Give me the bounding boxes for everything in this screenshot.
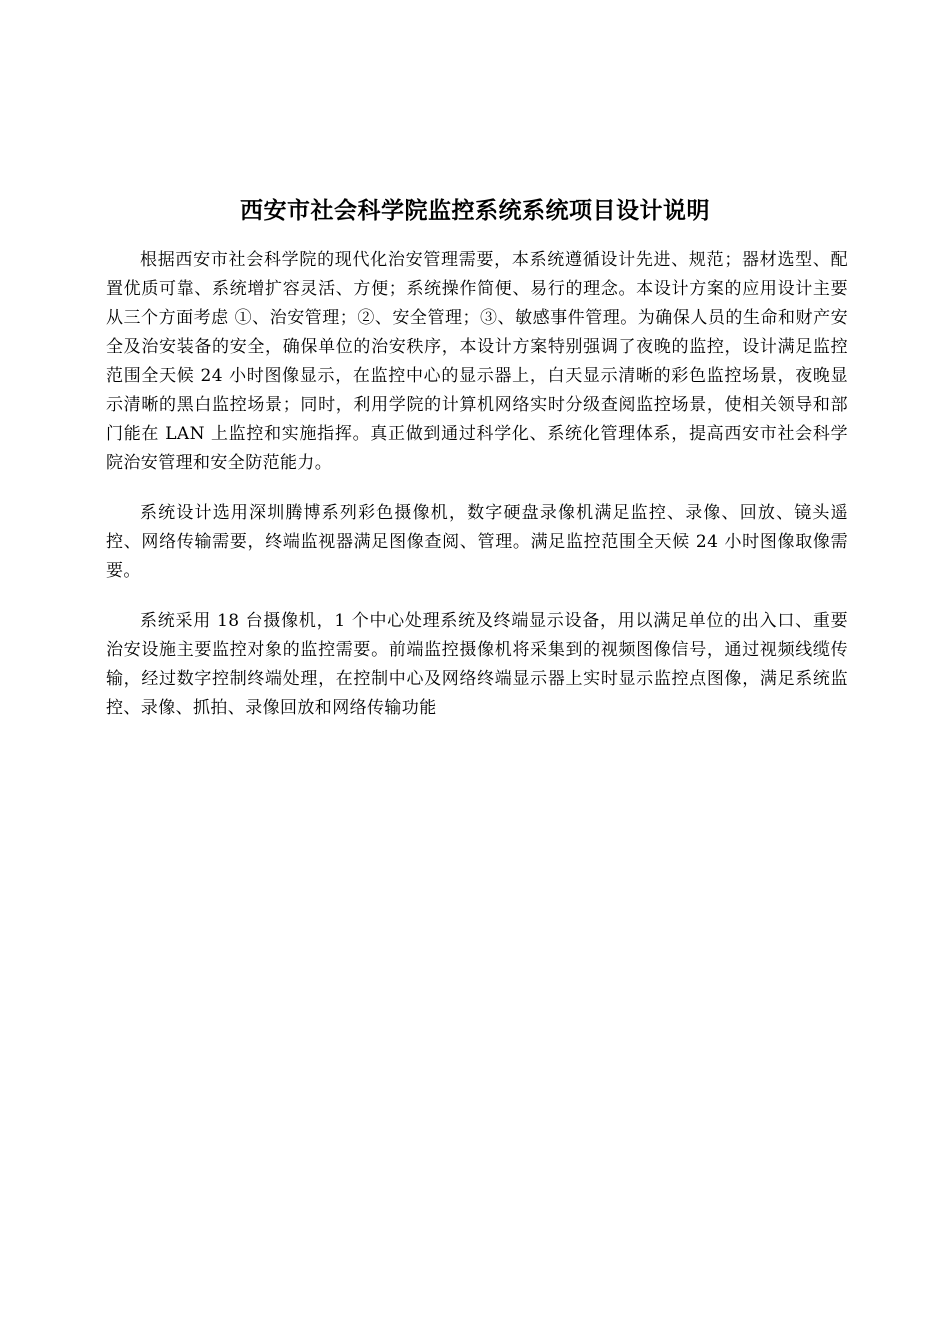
document-body — [106, 246, 848, 723]
paragraph-1: 根据西安市社会科学院的现代化治安管理需要，本系统遵循设计先进、规范；器材选型、配置优质可靠、系统增扩容灵活、方便；系统操作简便、易行的理念。本设计方案的应用设计主要从三个方面考虑 ①、治安管理；②、安全管理；③、敏感事件管理。为确保人员的生命和财产安全及治安装备的安全，确保单位的治安秩序，本设计方案特别强调了夜晚的监控，设计满足监控范围全天候 24 小时图像显示，在监控中心的显示器上，白天显示清晰的彩色监控场景，夜晚显示清晰的黑白监控场景；同时，利用学院的计算机网络实时分级查阅监控场景，使相关领导和部门能在 LAN 上监控和实施指挥。真正做到通过科学化、系统化管理体系，提高西安市社会科学院治安管理和安全防范能力。 — [106, 250, 848, 473]
paragraph-3: 系统采用 18 台摄像机，1 个中心处理系统及终端显示设备，用以满足单位的出入口、重要治安设施主要监控对象的监控需要。前端监控摄像机将采集到的视频图像信号，通过视频线缆传输，经过数字控制终端处理，在控制中心及网络终端显示器上实时显示监控点图像，满足系统监控、录像、抓拍、录像回放和网络传输功能 — [106, 611, 848, 718]
paragraph-2: 系统设计选用深圳腾博系列彩色摄像机，数字硬盘录像机满足监控、录像、回放、镜头遥控、网络传输需要，终端监视器满足图像查阅、管理。满足监控范围全天候 24 小时图像取像需要。 — [106, 503, 848, 581]
document-title: 西安市社会科学院监控系统系统项目设计说明 — [240, 197, 710, 224]
